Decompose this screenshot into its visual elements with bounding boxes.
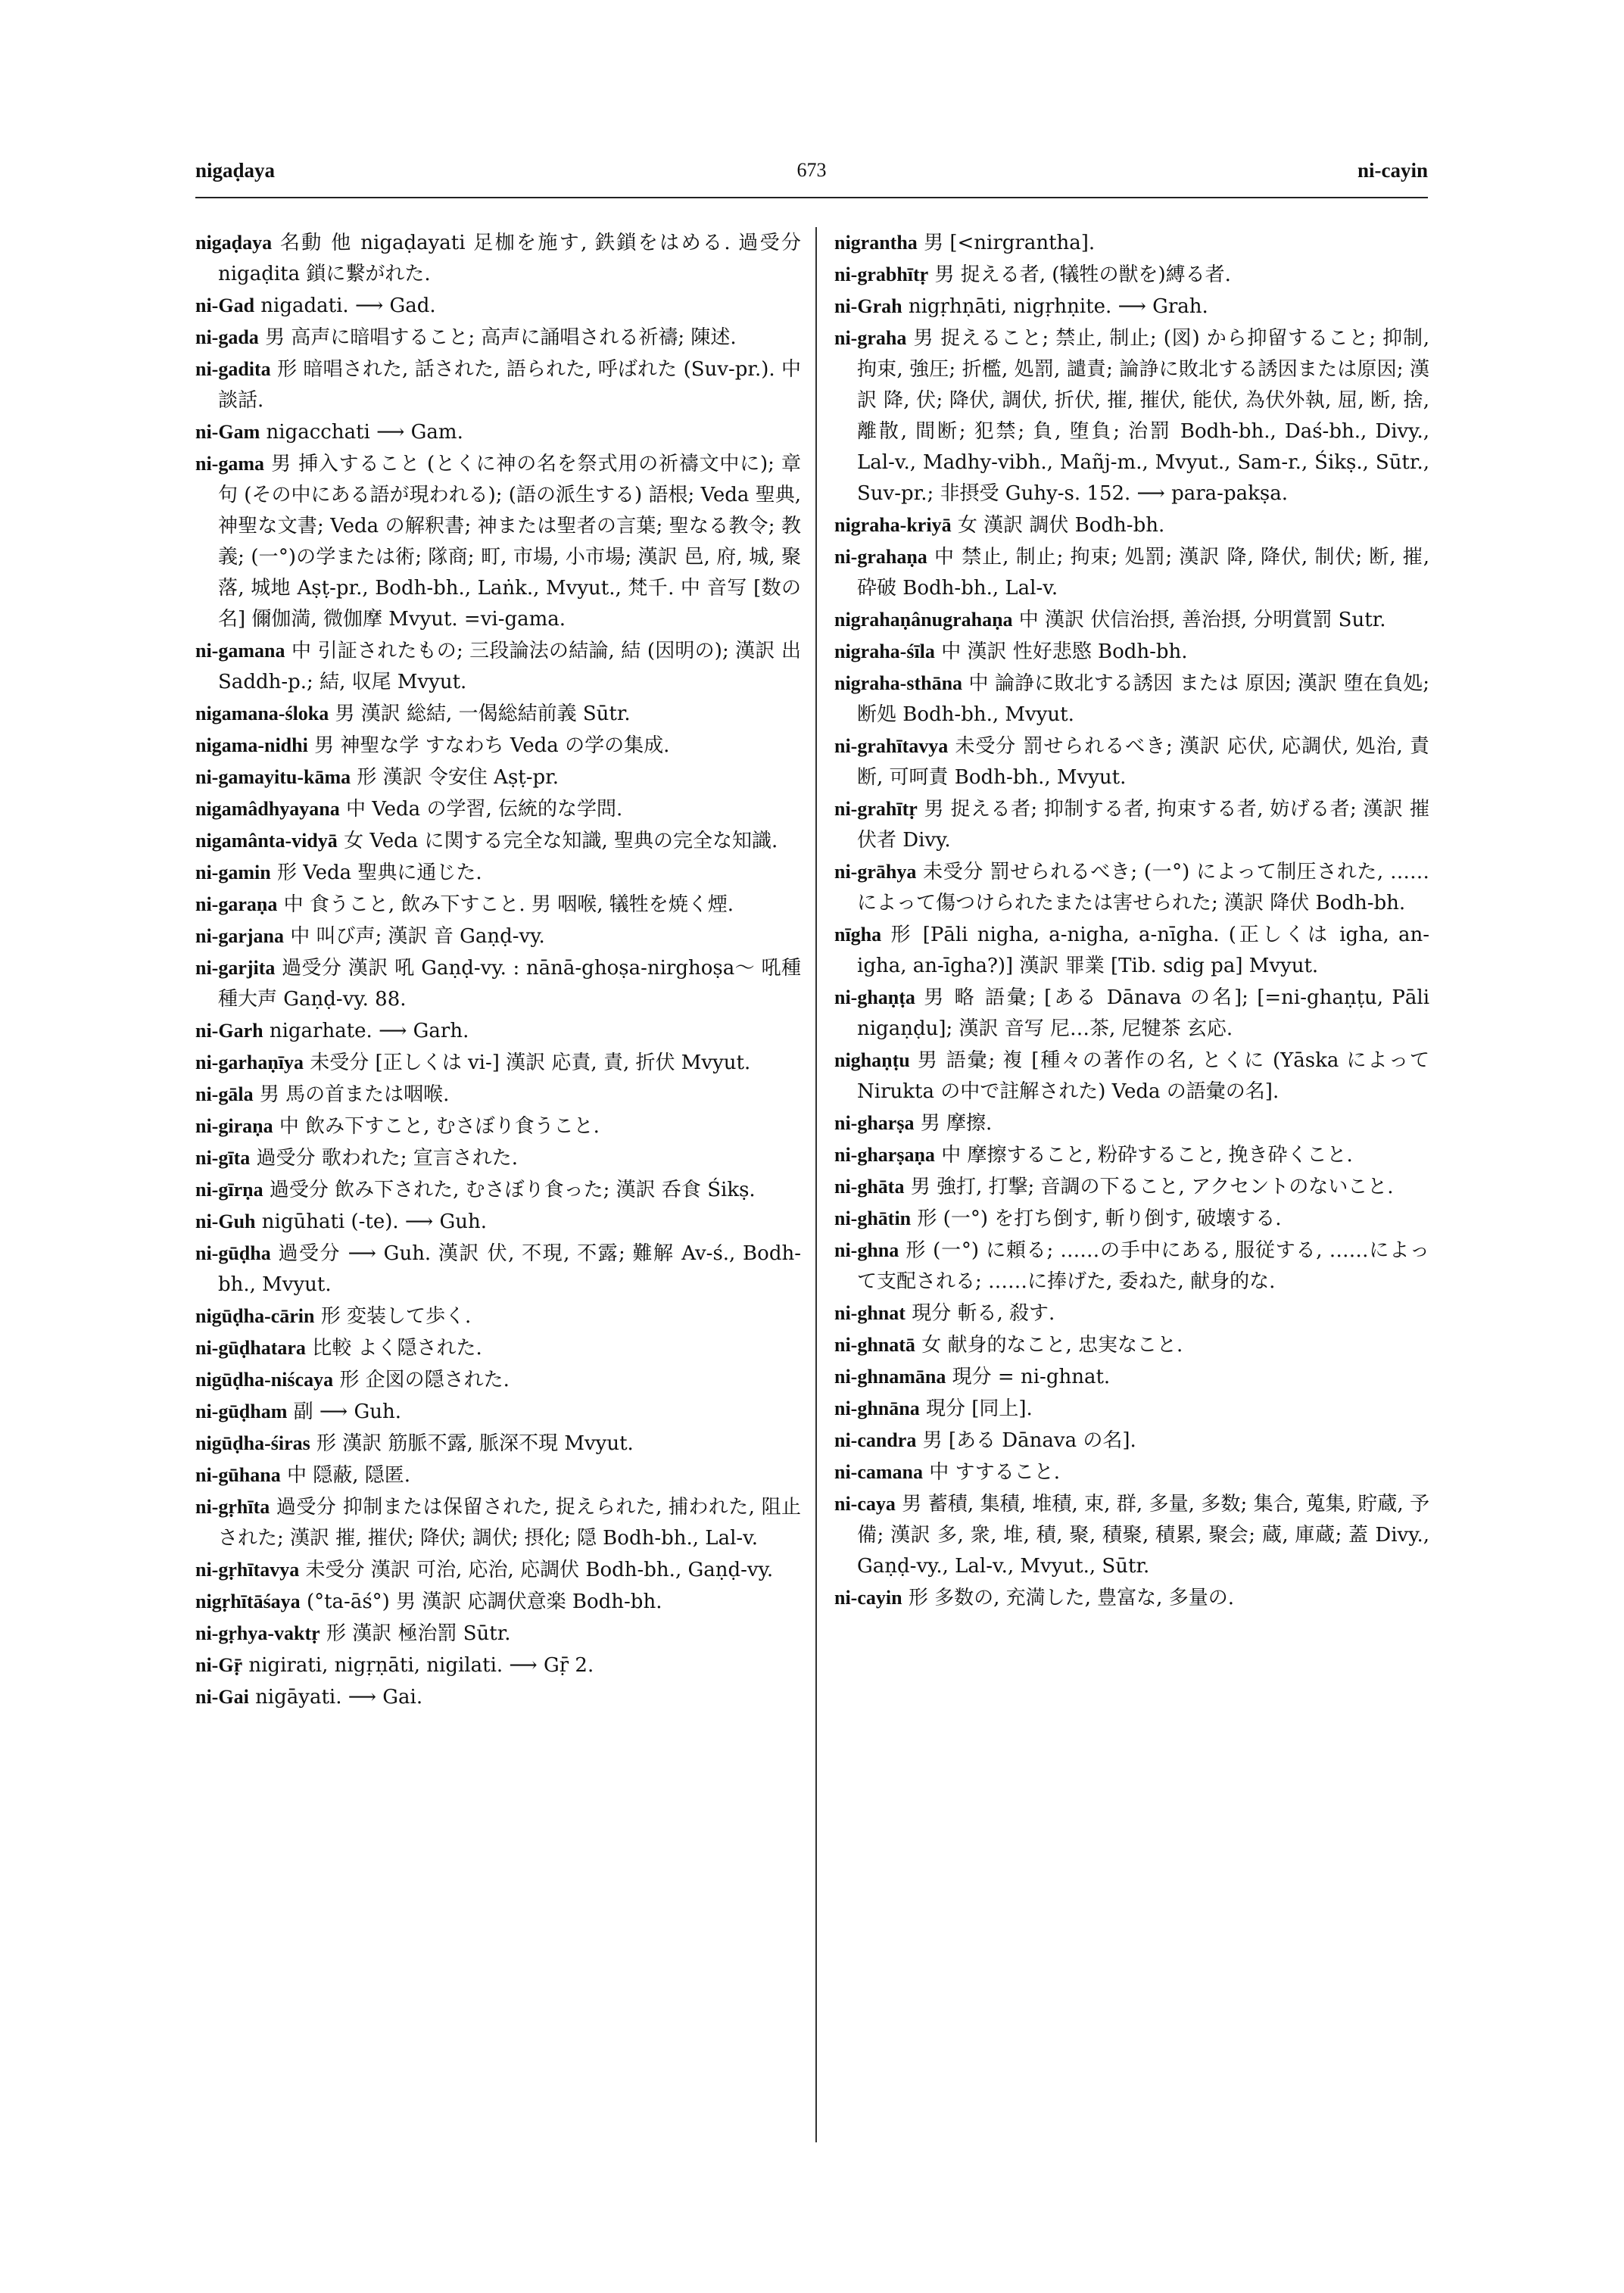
entry-headword: ni-garjana (195, 925, 284, 947)
entry-headword: ni-gharṣaṇa (834, 1144, 935, 1166)
entry-headword: nigaḍaya (195, 232, 273, 254)
entry-headword: ni-garjita (195, 957, 276, 979)
entry-definition: 男 捉えること; 禁止, 制止; (図) から抑留すること; 抑制, 拘束, 強圧; 折檻, 処罰, 譴責; 論諍に敗北する誘因または原因; 漢訳 降, 伏; 降伏, 調伏, 折伏, 摧, 摧伏, 能伏, 為伏外執, 屈, 断, 捨, 離散, 間断; 犯禁; 負, 堕負; 治罰 Bodh-bh., Daś-bh., Divy., Lal-v., Madhy-vibh., Mañj-m., Mvyut., Sam-r., Śikṣ., Sūtr., Suv-pr.; 非摂受 Guhy-s. 152. ⟶ para-pakṣa. (857, 327, 1430, 505)
dictionary-entry (834, 731, 1429, 793)
dictionary-entry (834, 1361, 1429, 1393)
entry-headword: ni-ghnat (834, 1302, 906, 1324)
entry-definition: 形 Veda 聖典に通じた. (276, 861, 482, 884)
entry-definition: 現分 [同上]. (926, 1397, 1033, 1420)
column-divider (815, 227, 817, 2142)
entry-definition: 形 多数の, 充満した, 豊富な, 多量の. (908, 1587, 1234, 1609)
dictionary-entry (834, 1393, 1429, 1425)
dictionary-entry (195, 1650, 801, 1681)
entry-headword: ni-camana (834, 1461, 923, 1483)
entry-definition: nigūhati (-te). ⟶ Guh. (261, 1210, 487, 1233)
entry-headword: nigrahaṇânugrahaṇa (834, 609, 1013, 631)
entry-definition: 形 企図の隠された. (339, 1369, 510, 1391)
entry-definition: 男 捉える者, (犠牲の獣を)縛る者. (934, 263, 1231, 286)
dictionary-entry (834, 604, 1429, 636)
entry-definition: 中 すすること. (929, 1461, 1061, 1484)
entry-headword: ni-Guh (195, 1210, 256, 1232)
entry-definition: 中 Veda の学習, 伝統的な学問. (346, 798, 623, 821)
dictionary-entry (834, 793, 1429, 856)
entry-definition: 過受分 飲み下された, むさぼり食った; 漢訳 呑食 Śikṣ. (269, 1179, 756, 1201)
entry-definition: 現分 斬る, 殺す. (912, 1302, 1055, 1325)
entry-definition: 形 変装して歩く. (320, 1305, 472, 1328)
dictionary-entry (834, 322, 1429, 509)
dictionary-entry (195, 1586, 801, 1618)
entry-headword: ni-gīrṇa (195, 1179, 263, 1201)
dictionary-entry (834, 1235, 1429, 1298)
entry-definition: 男 漢訳 総結, 一偈総結前義 Sūtr. (335, 703, 631, 725)
entry-headword: ni-caya (834, 1493, 896, 1515)
entry-definition: 形 漢訳 極治罰 Sūtr. (326, 1622, 511, 1645)
entry-definition: 男 馬の首または咽喉. (259, 1083, 450, 1106)
entry-headword: ni-gṛhīta (195, 1496, 270, 1518)
entry-definition: 形 漢訳 令安住 Aṣṭ-pr. (357, 766, 560, 789)
entry-headword: ni-gṛhya-vaktṛ (195, 1622, 320, 1644)
dictionary-entry (195, 448, 801, 635)
dictionary-entry (834, 1329, 1429, 1361)
entry-definition: nigadati. ⟶ Gad. (260, 294, 436, 317)
entry-headword: ni-gadita (195, 358, 271, 380)
entry-headword: ni-gūhana (195, 1464, 281, 1486)
entry-definition: 男 蓄積, 集積, 堆積, 束, 群, 多量, 多数; 集合, 蒐集, 貯蔵, 予備; 漢訳 多, 衆, 堆, 積, 聚, 積聚, 積累, 聚会; 蔵, 庫蔵; 蓋 Divy., Gaṇḍ-vy., Lal-v., Mvyut., Sūtr. (857, 1493, 1429, 1578)
entry-headword: ni-Gam (195, 421, 260, 443)
entry-headword: ni-candra (834, 1429, 917, 1451)
entry-definition: (°ta-āś°) 男 漢訳 応調伏意楽 Bodh-bh. (306, 1590, 662, 1613)
entry-headword: ni-gada (195, 326, 259, 348)
entry-definition: 比較 よく隠された. (312, 1337, 482, 1360)
entry-headword: ni-ghnatā (834, 1334, 915, 1356)
entry-definition: 男 語彙; 複 [種々の著作の名, とくに (Yāska によって Nirukta の中で註解された) Veda の語彙の名]. (857, 1049, 1430, 1103)
entry-definition: 未受分 漢訳 可治, 応治, 応調伏 Bodh-bh., Gaṇḍ-vy. (305, 1559, 774, 1581)
dictionary-entry (834, 509, 1429, 541)
entry-definition: 副 ⟶ Guh. (293, 1400, 401, 1423)
entry-headword: ni-Gai (195, 1686, 249, 1708)
entry-headword: nigamânta-vidyā (195, 830, 338, 852)
dictionary-entry (834, 1045, 1429, 1108)
entry-definition: 形 (一°) に頼る; ……の手中にある, 服従する, ……によって支配される; ……に捧げた, 委ねた, 献身的な. (857, 1239, 1429, 1293)
dictionary-entry (195, 1681, 801, 1713)
entry-definition: 女 献身的なこと, 忠実なこと. (921, 1334, 1183, 1357)
page-number: 673 (796, 159, 827, 181)
entry-definition: 中 摩擦すること, 粉砕すること, 挽き砕くこと. (941, 1144, 1353, 1167)
entry-headword: ni-ghaṇṭa (834, 986, 915, 1008)
entry-definition: 未受分 罰せられるべき; (一°) によって制圧された, ……によって傷つけられたまたは害せられた; 漢訳 降伏 Bodh-bh. (857, 861, 1430, 914)
entry-headword: ni-grahaṇa (834, 546, 927, 568)
dictionary-entry (195, 1364, 801, 1396)
dictionary-entry (195, 1142, 801, 1174)
entry-definition: 中 漢訳 伏信治摂, 善治摂, 分明賞罰 Sutr. (1018, 609, 1386, 631)
entry-headword: ni-gūḍham (195, 1400, 288, 1422)
dictionary-entry (834, 259, 1429, 291)
dictionary-entry (195, 1206, 801, 1238)
entry-headword: nighaṇṭu (834, 1049, 910, 1071)
entry-definition: 女 Veda に関する完全な知識, 聖典の完全な知識. (344, 830, 778, 852)
entry-headword: ni-gama (195, 453, 264, 475)
dictionary-entry (195, 1554, 801, 1586)
entry-headword: ni-Grah (834, 295, 902, 317)
entry-headword: ni-ghnamāna (834, 1366, 946, 1388)
dictionary-entry (195, 698, 801, 730)
dictionary-entry (195, 1174, 801, 1206)
entry-definition: nigāyati. ⟶ Gai. (255, 1686, 423, 1709)
dictionary-entry (195, 762, 801, 793)
entry-headword: ni-gūḍhatara (195, 1337, 306, 1359)
dictionary-entry (834, 1488, 1429, 1582)
dictionary-entry (195, 416, 801, 448)
dictionary-entry (195, 952, 801, 1015)
entry-definition: nigṛhṇāti, nigṛhṇite. ⟶ Grah. (908, 295, 1208, 318)
entry-headword: ni-Garh (195, 1020, 263, 1042)
entry-headword: nigamâdhyayana (195, 798, 340, 820)
entry-definition: 形 漢訳 筋脈不露, 脈深不現 Mvyut. (316, 1432, 634, 1455)
entry-headword: ni-garhaṇīya (195, 1051, 304, 1073)
entry-definition: 過受分 漢訳 吼 Gaṇḍ-vy. : nānā-ghoṣa-nirghoṣa～ 吼種種大声 Gaṇḍ-vy. 88. (218, 957, 801, 1011)
entry-definition: 男 略 語彙; [ある Dānava の名]; [=ni-ghaṇṭu, Pāli nigaṇḍu]; 漢訳 音写 尼…茶, 尼犍茶 玄応. (857, 986, 1430, 1040)
entry-definition: 男 強打, 打撃; 音調の下ること, アクセントのないこと. (910, 1176, 1394, 1198)
entry-headword: nigūḍha-śiras (195, 1432, 310, 1454)
entry-definition: 中 飲み下すこと, むさぼり食うこと. (279, 1115, 600, 1138)
dictionary-entry (834, 919, 1429, 982)
dictionary-entry (195, 825, 801, 857)
dictionary-entry (195, 1079, 801, 1111)
entry-definition: 中 食うこと, 飲み下すこと. 男 咽喉, 犠牲を焼く煙. (283, 893, 734, 916)
dictionary-entry (834, 1171, 1429, 1203)
entry-definition: 男 [<nirgrantha]. (924, 232, 1096, 254)
dictionary-entry (834, 1456, 1429, 1488)
dictionary-entry (834, 982, 1429, 1045)
entry-headword: ni-grahītṛ (834, 798, 918, 820)
dictionary-entry (195, 857, 801, 889)
entry-headword: ni-gamin (195, 861, 271, 883)
entry-definition: 未受分 罰せられるべき; 漢訳 応伏, 応調伏, 処治, 責断, 可呵責 Bodh-bh., Mvyut. (857, 735, 1429, 789)
dictionary-entry (834, 1203, 1429, 1235)
entry-definition: 男 神聖な学 すなわち Veda の学の集成. (314, 734, 670, 757)
entry-headword: ni-grahītavya (834, 735, 949, 757)
dictionary-entry (195, 1428, 801, 1460)
entry-definition: nigacchati ⟶ Gam. (266, 421, 463, 444)
dictionary-entry (834, 291, 1429, 322)
entry-definition: 中 引証されたもの; 三段論法の結論, 結 (因明の); 漢訳 出 Saddh-p.; 結, 収尾 Mvyut. (218, 640, 801, 693)
entry-headword: ni-ghāta (834, 1176, 905, 1198)
page-header (195, 159, 1428, 189)
entry-definition: nigirati, nigṛṇāti, nigilati. ⟶ Gṝ 2. (248, 1654, 594, 1677)
dictionary-entry (834, 541, 1429, 604)
dictionary-entry (834, 1582, 1429, 1614)
dictionary-entry (834, 636, 1429, 668)
dictionary-entry (195, 1111, 801, 1142)
entry-headword: ni-gīta (195, 1147, 251, 1169)
entry-definition: 形 (一°) を打ち倒す, 斬り倒す, 破壊する. (917, 1207, 1282, 1230)
entry-headword: ni-gṛhītavya (195, 1559, 300, 1581)
dictionary-entry (195, 1047, 801, 1079)
dictionary-entry (195, 1396, 801, 1428)
entry-headword: nigṛhītāśaya (195, 1590, 301, 1612)
entry-headword: nīgha (834, 924, 882, 946)
entry-definition: 名動 他 nigaḍayati 足枷を施す, 鉄鎖をはめる. 過受分 nigaḍita 鎖に繋がれた. (218, 232, 802, 285)
header-right-guide-word: ni-cayin (1357, 159, 1428, 182)
entry-headword: nigraha-śīla (834, 640, 935, 662)
entry-headword: nigūḍha-cārin (195, 1305, 315, 1327)
dictionary-entry (195, 1238, 801, 1301)
entry-headword: ni-gamayitu-kāma (195, 766, 351, 788)
dictionary-entry (195, 1332, 801, 1364)
dictionary-entry (195, 730, 801, 762)
dictionary-entry (195, 635, 801, 698)
entry-definition: 女 漢訳 調伏 Bodh-bh. (957, 514, 1165, 537)
entry-headword: ni-grāhya (834, 861, 917, 883)
dictionary-entry (195, 354, 801, 416)
dictionary-entry (195, 1460, 801, 1491)
entry-definition: 未受分 [正しくは vi-] 漢訳 応責, 責, 折伏 Mvyut. (310, 1051, 751, 1074)
entry-headword: nigamana-śloka (195, 703, 329, 724)
dictionary-entry (195, 1015, 801, 1047)
dictionary-entry (834, 1425, 1429, 1456)
dictionary-entry (834, 856, 1429, 919)
left-column (195, 227, 801, 1713)
entry-headword: ni-gāla (195, 1083, 254, 1105)
entry-headword: nigama-nidhi (195, 734, 308, 756)
dictionary-entry (834, 1139, 1429, 1171)
entry-headword: ni-gharṣa (834, 1112, 915, 1134)
dictionary-entry (195, 290, 801, 322)
entry-headword: ni-gūḍha (195, 1242, 271, 1264)
header-left-guide-word: nigaḍaya (195, 159, 276, 182)
header-rule (195, 197, 1428, 198)
entry-definition: 現分 = ni-ghnat. (952, 1366, 1111, 1388)
dictionary-entry (195, 921, 801, 952)
dictionary-entry (195, 1618, 801, 1650)
dictionary-entry (195, 322, 801, 354)
dictionary-entry (195, 227, 801, 290)
entry-definition: 男 捉える者; 抑制する者, 拘束する者, 妨げる者; 漢訳 摧伏者 Divy. (857, 798, 1430, 852)
right-column (834, 227, 1429, 1614)
entry-headword: ni-giraṇa (195, 1115, 273, 1137)
dictionary-entry (195, 1491, 801, 1554)
entry-definition: 過受分 抑制または保留された, 捉えられた, 捕われた, 阻止された; 漢訳 摧, 摧伏; 降伏; 調伏; 摂化; 隠 Bodh-bh., Lal-v. (218, 1496, 801, 1550)
entry-definition: 過受分 ⟶ Guh. 漢訳 伏, 不現, 不露; 難解 Av-ś., Bodh-bh., Mvyut. (218, 1242, 801, 1296)
entry-headword: ni-Gad (195, 294, 255, 316)
dictionary-entry (195, 889, 801, 921)
entry-definition: 男 高声に暗唱すること; 高声に誦唱される祈禱; 陳述. (265, 326, 737, 349)
entry-headword: nigūḍha-niścaya (195, 1369, 334, 1391)
entry-headword: ni-graha (834, 327, 907, 349)
entry-definition: 過受分 歌われた; 宣言された. (256, 1147, 519, 1170)
entry-definition: nigarhate. ⟶ Garh. (269, 1020, 469, 1042)
entry-definition: 中 隠蔽, 隠匿. (287, 1464, 411, 1487)
entry-definition: 男 摩擦. (920, 1112, 993, 1135)
entry-headword: nigraha-sthāna (834, 672, 963, 694)
entry-headword: ni-ghātin (834, 1207, 912, 1229)
dictionary-entry (195, 793, 801, 825)
entry-headword: ni-cayin (834, 1587, 902, 1609)
dictionary-entry (834, 1298, 1429, 1329)
entry-headword: nigrantha (834, 232, 918, 254)
entry-definition: 男 挿入すること (とくに神の名を祭式用の祈禱文中に); 章句 (その中にある語が現われる); (語の派生する) 語根; Veda 聖典, 神聖な文書; Veda の解釈書; 神または聖者の言葉; 聖なる教令; 教義; (一°)の学または術; 隊商; 町, 市場, 小市場; 漢訳 邑, 府, 城, 聚落, 城地 Aṣṭ-pr., Bodh-bh., Laṅk., Mvyut., 梵千. 中 音写 [数の名] 儞伽満, 微伽摩 Mvyut. =vi-gama. (218, 453, 802, 631)
entry-definition: 中 叫び声; 漢訳 音 Gaṇḍ-vy. (290, 925, 545, 948)
entry-definition: 中 論諍に敗北する誘因 または 原因; 漢訳 堕在負処; 断処 Bodh-bh., Mvyut. (857, 672, 1430, 726)
dictionary-entry (195, 1301, 801, 1332)
entry-headword: ni-gamana (195, 640, 285, 662)
entry-headword: ni-ghnāna (834, 1397, 920, 1419)
entry-headword: ni-grabhītṛ (834, 263, 929, 285)
entry-headword: ni-garaṇa (195, 893, 278, 915)
dictionary-entry (834, 668, 1429, 731)
dictionary-entry (834, 1108, 1429, 1139)
entry-headword: ni-ghna (834, 1239, 899, 1261)
entry-definition: 中 禁止, 制止; 拘束; 処罰; 漢訳 降, 降伏, 制伏; 断, 摧, 砕破 Bodh-bh., Lal-v. (857, 546, 1430, 600)
entry-headword: nigraha-kriyā (834, 514, 952, 536)
entry-definition: 形 暗唱された, 話された, 語られた, 呼ばれた (Suv-pr.). 中 談話. (218, 358, 801, 412)
dictionary-entry (834, 227, 1429, 259)
entry-definition: 中 漢訳 性好悲愍 Bodh-bh. (941, 640, 1188, 663)
entry-definition: 形 [Pāli nigha, a-nigha, a-nīgha. (正しくは igha, an-igha, an-īgha?)] 漢訳 罪業 [Tib. sdig pa] Mvyut. (857, 924, 1430, 977)
entry-headword: ni-Gṝ (195, 1654, 243, 1676)
entry-definition: 男 [ある Dānava の名]. (922, 1429, 1136, 1452)
